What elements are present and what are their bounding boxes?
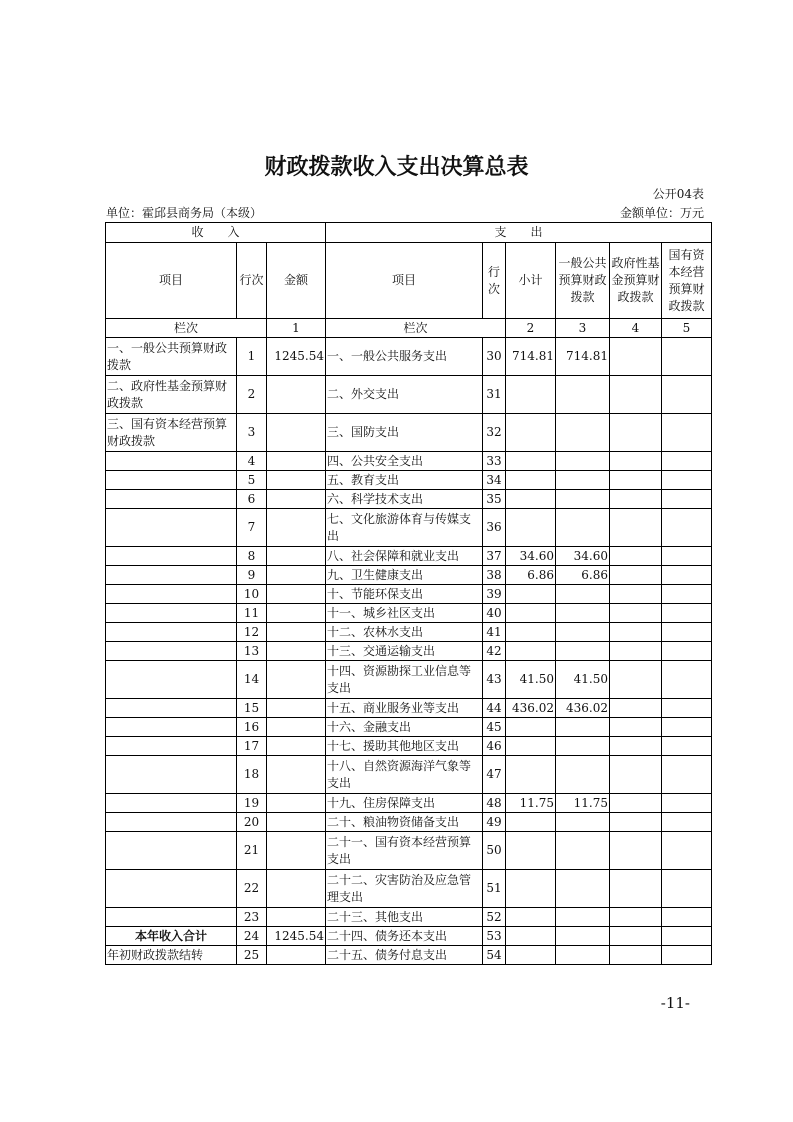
fund-budget-amount xyxy=(610,471,662,490)
general-budget-amount xyxy=(556,832,610,870)
income-item: 年初财政拨款结转 xyxy=(106,946,237,965)
fund-budget-amount xyxy=(610,585,662,604)
col-header-income-item: 项目 xyxy=(106,243,237,319)
income-item xyxy=(106,585,237,604)
column-index-3: 3 xyxy=(556,319,610,338)
expense-subtotal xyxy=(506,642,556,661)
state-capital-amount xyxy=(662,509,712,547)
income-line-no: 12 xyxy=(237,623,267,642)
income-amount xyxy=(267,642,326,661)
expense-line-no: 33 xyxy=(483,452,506,471)
income-line-no: 1 xyxy=(237,338,267,376)
general-budget-amount xyxy=(556,604,610,623)
table-row xyxy=(106,832,712,870)
general-budget-amount xyxy=(556,813,610,832)
state-capital-amount xyxy=(662,908,712,927)
fund-budget-amount xyxy=(610,661,662,699)
general-budget-amount: 11.75 xyxy=(556,794,610,813)
expense-item: 十、节能环保支出 xyxy=(326,585,483,604)
table-row xyxy=(106,908,712,927)
fund-budget-amount xyxy=(610,509,662,547)
expense-item: 九、卫生健康支出 xyxy=(326,566,483,585)
col-header-general-budget: 一般公共预算财政拨款 xyxy=(556,243,610,319)
general-budget-amount xyxy=(556,642,610,661)
expense-subtotal xyxy=(506,471,556,490)
expense-line-no: 37 xyxy=(483,547,506,566)
income-item xyxy=(106,452,237,471)
table-row xyxy=(106,813,712,832)
table-row xyxy=(106,452,712,471)
col-header-expense-item: 项目 xyxy=(326,243,483,319)
expense-item: 十五、商业服务业等支出 xyxy=(326,699,483,718)
fund-budget-amount xyxy=(610,718,662,737)
fund-budget-amount xyxy=(610,642,662,661)
amount-unit-label: 金额单位：万元 xyxy=(619,206,704,220)
table-row xyxy=(106,414,712,452)
expense-line-no: 41 xyxy=(483,623,506,642)
fund-budget-amount xyxy=(610,737,662,756)
fund-budget-amount xyxy=(610,927,662,946)
form-number: 公开04表 xyxy=(652,187,704,201)
expense-line-no: 40 xyxy=(483,604,506,623)
general-budget-amount xyxy=(556,623,610,642)
expense-subtotal xyxy=(506,946,556,965)
general-budget-amount xyxy=(556,490,610,509)
income-item xyxy=(106,490,237,509)
state-capital-amount xyxy=(662,832,712,870)
income-line-no: 21 xyxy=(237,832,267,870)
income-item xyxy=(106,471,237,490)
state-capital-amount xyxy=(662,414,712,452)
income-line-no: 22 xyxy=(237,870,267,908)
income-amount xyxy=(267,908,326,927)
income-item xyxy=(106,547,237,566)
expense-item: 六、科学技术支出 xyxy=(326,490,483,509)
column-index-4: 4 xyxy=(610,319,662,338)
income-line-no: 11 xyxy=(237,604,267,623)
table-row xyxy=(106,756,712,794)
income-line-no: 23 xyxy=(237,908,267,927)
income-amount xyxy=(267,699,326,718)
expense-item: 二十、粮油物资储备支出 xyxy=(326,813,483,832)
expense-line-no: 30 xyxy=(483,338,506,376)
income-item xyxy=(106,832,237,870)
expense-subtotal xyxy=(506,604,556,623)
fund-budget-amount xyxy=(610,566,662,585)
expense-subtotal xyxy=(506,376,556,414)
general-budget-amount: 436.02 xyxy=(556,699,610,718)
expense-subtotal: 11.75 xyxy=(506,794,556,813)
expense-subtotal xyxy=(506,927,556,946)
table-row xyxy=(106,737,712,756)
income-amount xyxy=(267,756,326,794)
table-row xyxy=(106,604,712,623)
expense-line-no: 32 xyxy=(483,414,506,452)
general-budget-amount xyxy=(556,870,610,908)
expense-line-no: 49 xyxy=(483,813,506,832)
table-row xyxy=(106,661,712,699)
state-capital-amount xyxy=(662,642,712,661)
col-header-fund-budget: 政府性基金预算财政拨款 xyxy=(610,243,662,319)
state-capital-amount xyxy=(662,585,712,604)
expense-line-no: 34 xyxy=(483,471,506,490)
income-line-no: 9 xyxy=(237,566,267,585)
income-line-no: 24 xyxy=(237,927,267,946)
expense-line-no: 36 xyxy=(483,509,506,547)
header-row-sections xyxy=(106,223,712,243)
table-row xyxy=(106,585,712,604)
general-budget-amount xyxy=(556,376,610,414)
income-item xyxy=(106,813,237,832)
general-budget-amount: 34.60 xyxy=(556,547,610,566)
table-row xyxy=(106,338,712,376)
expense-line-no: 52 xyxy=(483,908,506,927)
state-capital-amount xyxy=(662,813,712,832)
income-amount xyxy=(267,794,326,813)
fund-budget-amount xyxy=(610,547,662,566)
expense-item: 十九、住房保障支出 xyxy=(326,794,483,813)
expense-line-no: 42 xyxy=(483,642,506,661)
income-section-header: 收 入 xyxy=(106,223,326,243)
income-line-no: 15 xyxy=(237,699,267,718)
table-row xyxy=(106,623,712,642)
column-index-5: 5 xyxy=(662,319,712,338)
income-item xyxy=(106,642,237,661)
general-budget-amount xyxy=(556,452,610,471)
general-budget-amount: 6.86 xyxy=(556,566,610,585)
unit-label: 单位：霍邱县商务局（本级） xyxy=(106,206,263,220)
income-line-no: 25 xyxy=(237,946,267,965)
col-header-expense-line: 行次 xyxy=(483,243,506,319)
expense-subtotal: 34.60 xyxy=(506,547,556,566)
state-capital-amount xyxy=(662,927,712,946)
expense-subtotal xyxy=(506,813,556,832)
income-item xyxy=(106,566,237,585)
state-capital-amount xyxy=(662,338,712,376)
general-budget-amount xyxy=(556,927,610,946)
expense-subtotal xyxy=(506,908,556,927)
income-line-no: 5 xyxy=(237,471,267,490)
expense-subtotal xyxy=(506,585,556,604)
expense-subtotal xyxy=(506,623,556,642)
income-line-no: 14 xyxy=(237,661,267,699)
state-capital-amount xyxy=(662,737,712,756)
general-budget-amount: 41.50 xyxy=(556,661,610,699)
fund-budget-amount xyxy=(610,908,662,927)
expense-line-no: 54 xyxy=(483,946,506,965)
income-amount xyxy=(267,737,326,756)
income-amount xyxy=(267,509,326,547)
table-row xyxy=(106,376,712,414)
table-row xyxy=(106,642,712,661)
state-capital-amount xyxy=(662,604,712,623)
expense-item: 十一、城乡社区支出 xyxy=(326,604,483,623)
income-amount xyxy=(267,547,326,566)
income-amount xyxy=(267,661,326,699)
table-row xyxy=(106,490,712,509)
col-header-subtotal: 小计 xyxy=(506,243,556,319)
income-amount: 1245.54 xyxy=(267,927,326,946)
page-title: 财政拨款收入支出决算总表 xyxy=(264,155,529,180)
expense-line-no: 51 xyxy=(483,870,506,908)
fund-budget-amount xyxy=(610,946,662,965)
header-row-columns xyxy=(106,243,712,319)
income-item: 本年收入合计 xyxy=(106,927,237,946)
income-line-no: 18 xyxy=(237,756,267,794)
expense-line-no: 48 xyxy=(483,794,506,813)
general-budget-amount xyxy=(556,585,610,604)
expense-item: 十七、援助其他地区支出 xyxy=(326,737,483,756)
fund-budget-amount xyxy=(610,699,662,718)
expense-item: 二、外交支出 xyxy=(326,376,483,414)
expense-item: 二十五、债务付息支出 xyxy=(326,946,483,965)
income-amount xyxy=(267,718,326,737)
state-capital-amount xyxy=(662,794,712,813)
fund-budget-amount xyxy=(610,490,662,509)
income-line-no: 2 xyxy=(237,376,267,414)
fund-budget-amount xyxy=(610,376,662,414)
income-amount xyxy=(267,870,326,908)
income-item xyxy=(106,509,237,547)
state-capital-amount xyxy=(662,376,712,414)
expense-subtotal xyxy=(506,756,556,794)
expense-item: 七、文化旅游体育与传媒支出 xyxy=(326,509,483,547)
column-index-row xyxy=(106,319,712,338)
income-line-no: 6 xyxy=(237,490,267,509)
expense-item: 四、公共安全支出 xyxy=(326,452,483,471)
income-line-no: 17 xyxy=(237,737,267,756)
expense-line-no: 35 xyxy=(483,490,506,509)
expense-subtotal: 436.02 xyxy=(506,699,556,718)
fund-budget-amount xyxy=(610,623,662,642)
expense-item: 三、国防支出 xyxy=(326,414,483,452)
income-amount xyxy=(267,813,326,832)
general-budget-amount xyxy=(556,718,610,737)
income-amount xyxy=(267,452,326,471)
budget-summary-table xyxy=(105,222,712,965)
general-budget-amount xyxy=(556,908,610,927)
general-budget-amount xyxy=(556,414,610,452)
income-amount xyxy=(267,376,326,414)
fund-budget-amount xyxy=(610,414,662,452)
state-capital-amount xyxy=(662,490,712,509)
expense-item: 二十一、国有资本经营预算支出 xyxy=(326,832,483,870)
column-index-2: 2 xyxy=(506,319,556,338)
state-capital-amount xyxy=(662,661,712,699)
fund-budget-amount xyxy=(610,338,662,376)
general-budget-amount xyxy=(556,471,610,490)
state-capital-amount xyxy=(662,718,712,737)
expense-item: 八、社会保障和就业支出 xyxy=(326,547,483,566)
column-index-label-right: 栏次 xyxy=(326,319,506,338)
table-row xyxy=(106,471,712,490)
table-row xyxy=(106,946,712,965)
state-capital-amount xyxy=(662,566,712,585)
state-capital-amount xyxy=(662,946,712,965)
expense-line-no: 44 xyxy=(483,699,506,718)
income-amount xyxy=(267,490,326,509)
expense-item: 一、一般公共服务支出 xyxy=(326,338,483,376)
income-item xyxy=(106,794,237,813)
expense-subtotal xyxy=(506,737,556,756)
income-amount xyxy=(267,414,326,452)
expense-subtotal xyxy=(506,452,556,471)
table-row xyxy=(106,718,712,737)
income-item xyxy=(106,604,237,623)
expense-subtotal: 714.81 xyxy=(506,338,556,376)
income-item xyxy=(106,623,237,642)
expense-subtotal xyxy=(506,832,556,870)
income-line-no: 7 xyxy=(237,509,267,547)
fund-budget-amount xyxy=(610,756,662,794)
state-capital-amount xyxy=(662,870,712,908)
expense-line-no: 50 xyxy=(483,832,506,870)
general-budget-amount: 714.81 xyxy=(556,338,610,376)
income-item xyxy=(106,699,237,718)
income-line-no: 13 xyxy=(237,642,267,661)
state-capital-amount xyxy=(662,471,712,490)
general-budget-amount xyxy=(556,509,610,547)
table-row xyxy=(106,509,712,547)
fund-budget-amount xyxy=(610,604,662,623)
income-item: 三、国有资本经营预算财政拨款 xyxy=(106,414,237,452)
expense-item: 十八、自然资源海洋气象等支出 xyxy=(326,756,483,794)
expense-item: 十四、资源勘探工业信息等支出 xyxy=(326,661,483,699)
expense-section-header: 支 出 xyxy=(326,223,712,243)
expense-subtotal xyxy=(506,490,556,509)
table-row xyxy=(106,870,712,908)
fund-budget-amount xyxy=(610,870,662,908)
income-line-no: 16 xyxy=(237,718,267,737)
col-header-income-line: 行次 xyxy=(237,243,267,319)
expense-subtotal: 41.50 xyxy=(506,661,556,699)
income-amount xyxy=(267,946,326,965)
column-index-1: 1 xyxy=(267,319,326,338)
fund-budget-amount xyxy=(610,813,662,832)
expense-item: 二十四、债务还本支出 xyxy=(326,927,483,946)
income-line-no: 10 xyxy=(237,585,267,604)
state-capital-amount xyxy=(662,452,712,471)
expense-line-no: 53 xyxy=(483,927,506,946)
expense-line-no: 45 xyxy=(483,718,506,737)
income-line-no: 3 xyxy=(237,414,267,452)
table-row xyxy=(106,927,712,946)
expense-subtotal xyxy=(506,718,556,737)
expense-subtotal: 6.86 xyxy=(506,566,556,585)
general-budget-amount xyxy=(556,946,610,965)
expense-line-no: 43 xyxy=(483,661,506,699)
income-amount: 1245.54 xyxy=(267,338,326,376)
expense-line-no: 47 xyxy=(483,756,506,794)
expense-subtotal xyxy=(506,870,556,908)
table-row xyxy=(106,566,712,585)
general-budget-amount xyxy=(556,756,610,794)
expense-line-no: 31 xyxy=(483,376,506,414)
income-item xyxy=(106,737,237,756)
income-line-no: 20 xyxy=(237,813,267,832)
income-amount xyxy=(267,566,326,585)
income-line-no: 4 xyxy=(237,452,267,471)
income-item: 一、一般公共预算财政拨款 xyxy=(106,338,237,376)
expense-item: 二十三、其他支出 xyxy=(326,908,483,927)
fund-budget-amount xyxy=(610,452,662,471)
income-item xyxy=(106,718,237,737)
income-item xyxy=(106,661,237,699)
expense-item: 二十二、灾害防治及应急管理支出 xyxy=(326,870,483,908)
state-capital-amount xyxy=(662,623,712,642)
income-amount xyxy=(267,604,326,623)
state-capital-amount xyxy=(662,699,712,718)
income-amount xyxy=(267,832,326,870)
expense-item: 五、教育支出 xyxy=(326,471,483,490)
income-item: 二、政府性基金预算财政拨款 xyxy=(106,376,237,414)
general-budget-amount xyxy=(556,737,610,756)
page-number: -11- xyxy=(660,994,690,1012)
col-header-state-capital-budget: 国有资本经营预算财政拨款 xyxy=(662,243,712,319)
fund-budget-amount xyxy=(610,832,662,870)
table-row xyxy=(106,699,712,718)
expense-line-no: 39 xyxy=(483,585,506,604)
income-amount xyxy=(267,623,326,642)
col-header-amount: 金额 xyxy=(267,243,326,319)
income-amount xyxy=(267,585,326,604)
fund-budget-amount xyxy=(610,794,662,813)
expense-line-no: 46 xyxy=(483,737,506,756)
income-item xyxy=(106,908,237,927)
expense-item: 十六、金融支出 xyxy=(326,718,483,737)
income-line-no: 8 xyxy=(237,547,267,566)
table-row xyxy=(106,794,712,813)
expense-item: 十二、农林水支出 xyxy=(326,623,483,642)
income-amount xyxy=(267,471,326,490)
income-item xyxy=(106,756,237,794)
income-line-no: 19 xyxy=(237,794,267,813)
state-capital-amount xyxy=(662,756,712,794)
expense-item: 十三、交通运输支出 xyxy=(326,642,483,661)
state-capital-amount xyxy=(662,547,712,566)
table-row xyxy=(106,547,712,566)
column-index-label-left: 栏次 xyxy=(106,319,267,338)
expense-subtotal xyxy=(506,509,556,547)
expense-subtotal xyxy=(506,414,556,452)
expense-line-no: 38 xyxy=(483,566,506,585)
income-item xyxy=(106,870,237,908)
